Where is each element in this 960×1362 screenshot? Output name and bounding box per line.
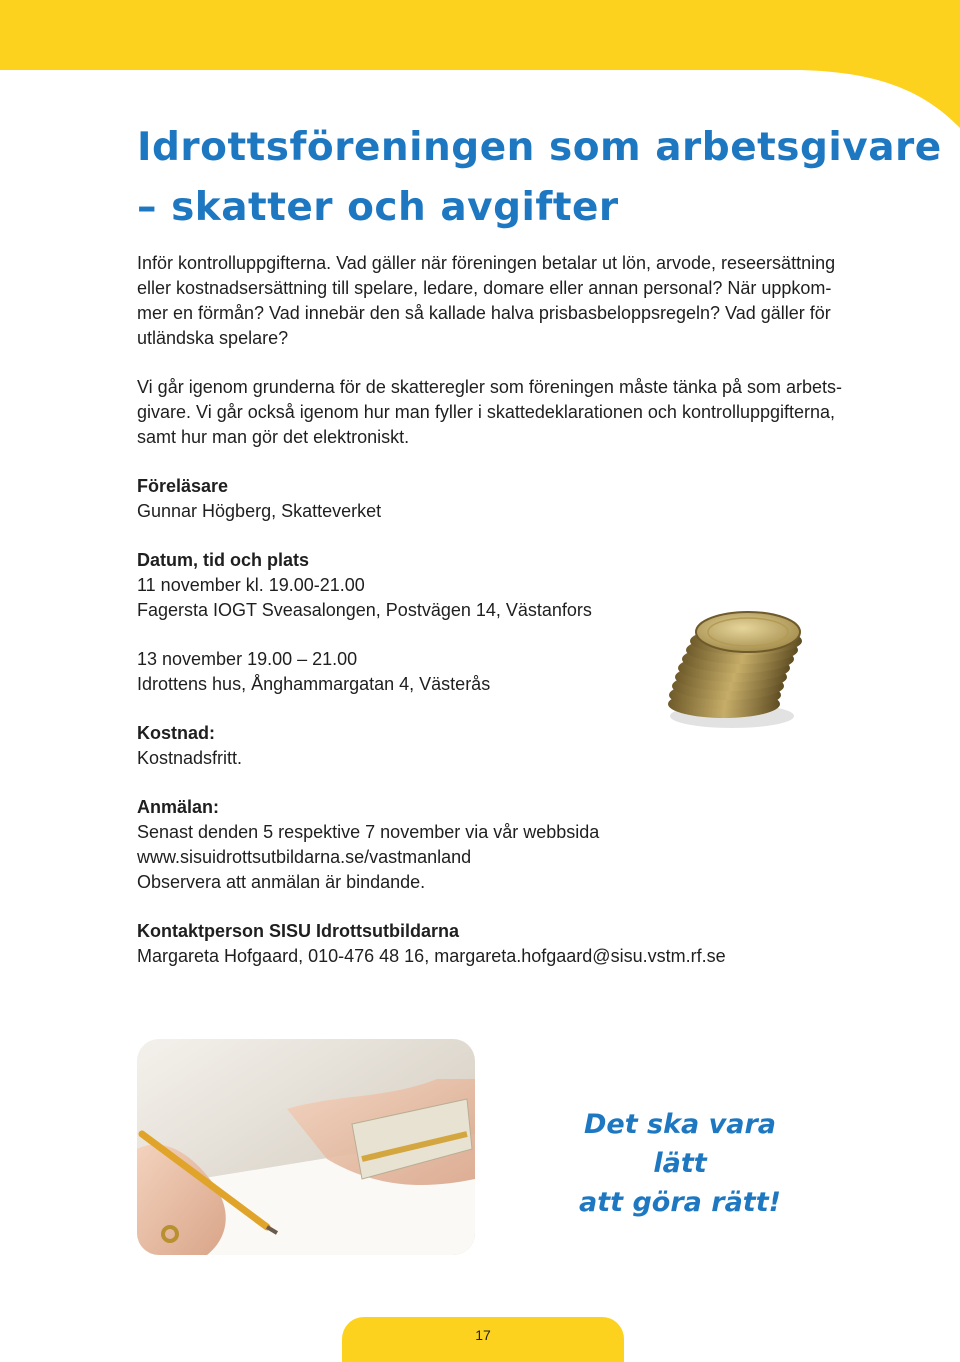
- cost-label: Kostnad:: [137, 723, 215, 743]
- contact-label: Kontaktperson SISU Idrottsutbildarna: [137, 921, 460, 941]
- intro-line: mer en förmån? Vad innebär den så kallade halva prisbasbeloppsregeln? Vad gäller för: [137, 303, 831, 323]
- writing-hand-photo: [137, 1039, 475, 1255]
- page-number: 17: [475, 1327, 491, 1343]
- intro-line: utländska spelare?: [137, 328, 289, 348]
- title-line-2: – skatter och avgifter: [137, 185, 619, 230]
- event2-time: 13 november 19.00 – 21.00: [137, 649, 358, 669]
- intro-line: Inför kontrolluppgifterna. Vad gäller när föreningen betalar ut lön, arvode, reseersättning: [137, 253, 836, 273]
- lecturer-label: Föreläsare: [137, 476, 229, 496]
- page-number-tab: [342, 1317, 624, 1362]
- intro2-line: givare. Vi går också igenom hur man fyller i skattedeklarationen och kontrolluppgifterna,: [137, 402, 836, 422]
- intro2-line: Vi går igenom grunderna för de skatteregler som föreningen måste tänka på som arbets-: [137, 377, 843, 397]
- intro-paragraph: [137, 251, 887, 351]
- slogan: [560, 1105, 800, 1222]
- intro2-paragraph: [137, 375, 882, 450]
- slogan-line-1: Det ska vara lätt: [583, 1109, 777, 1179]
- event2-place: Idrottens hus, Ånghammargatan 4, Västerås: [137, 674, 491, 694]
- title-line-1: Idrottsföreningen som arbetsgivare: [137, 125, 942, 170]
- lecturer-value: Gunnar Högberg, Skatteverket: [137, 501, 382, 521]
- intro-line: eller kostnadsersättning till spelare, ledare, domare eller annan personal? När uppkom-: [137, 278, 832, 298]
- page-title: [137, 118, 942, 238]
- contact-section: [137, 919, 882, 969]
- event1-place: Fagersta IOGT Sveasalongen, Postvägen 14, Västanfors: [137, 600, 592, 620]
- lecturer-section: [137, 474, 882, 524]
- event1-time: 11 november kl. 19.00-21.00: [137, 575, 365, 595]
- cost-value: Kostnadsfritt.: [137, 748, 243, 768]
- registration-url: www.sisuidrottsutbildarna.se/vastmanland: [137, 847, 472, 867]
- intro2-line: samt hur man gör det elektroniskt.: [137, 427, 410, 447]
- registration-note: Observera att anmälan är bindande.: [137, 872, 426, 892]
- registration-label: Anmälan:: [137, 797, 220, 817]
- coin-stack-image: [662, 608, 807, 730]
- registration-deadline: Senast denden 5 respektive 7 november via vår webbsida: [137, 822, 600, 842]
- contact-value: Margareta Hofgaard, 010-476 48 16, margareta.hofgaard@sisu.vstm.rf.se: [137, 946, 726, 966]
- registration-section: [137, 795, 882, 895]
- slogan-line-2: att göra rätt!: [579, 1187, 781, 1218]
- schedule-label: Datum, tid och plats: [137, 550, 310, 570]
